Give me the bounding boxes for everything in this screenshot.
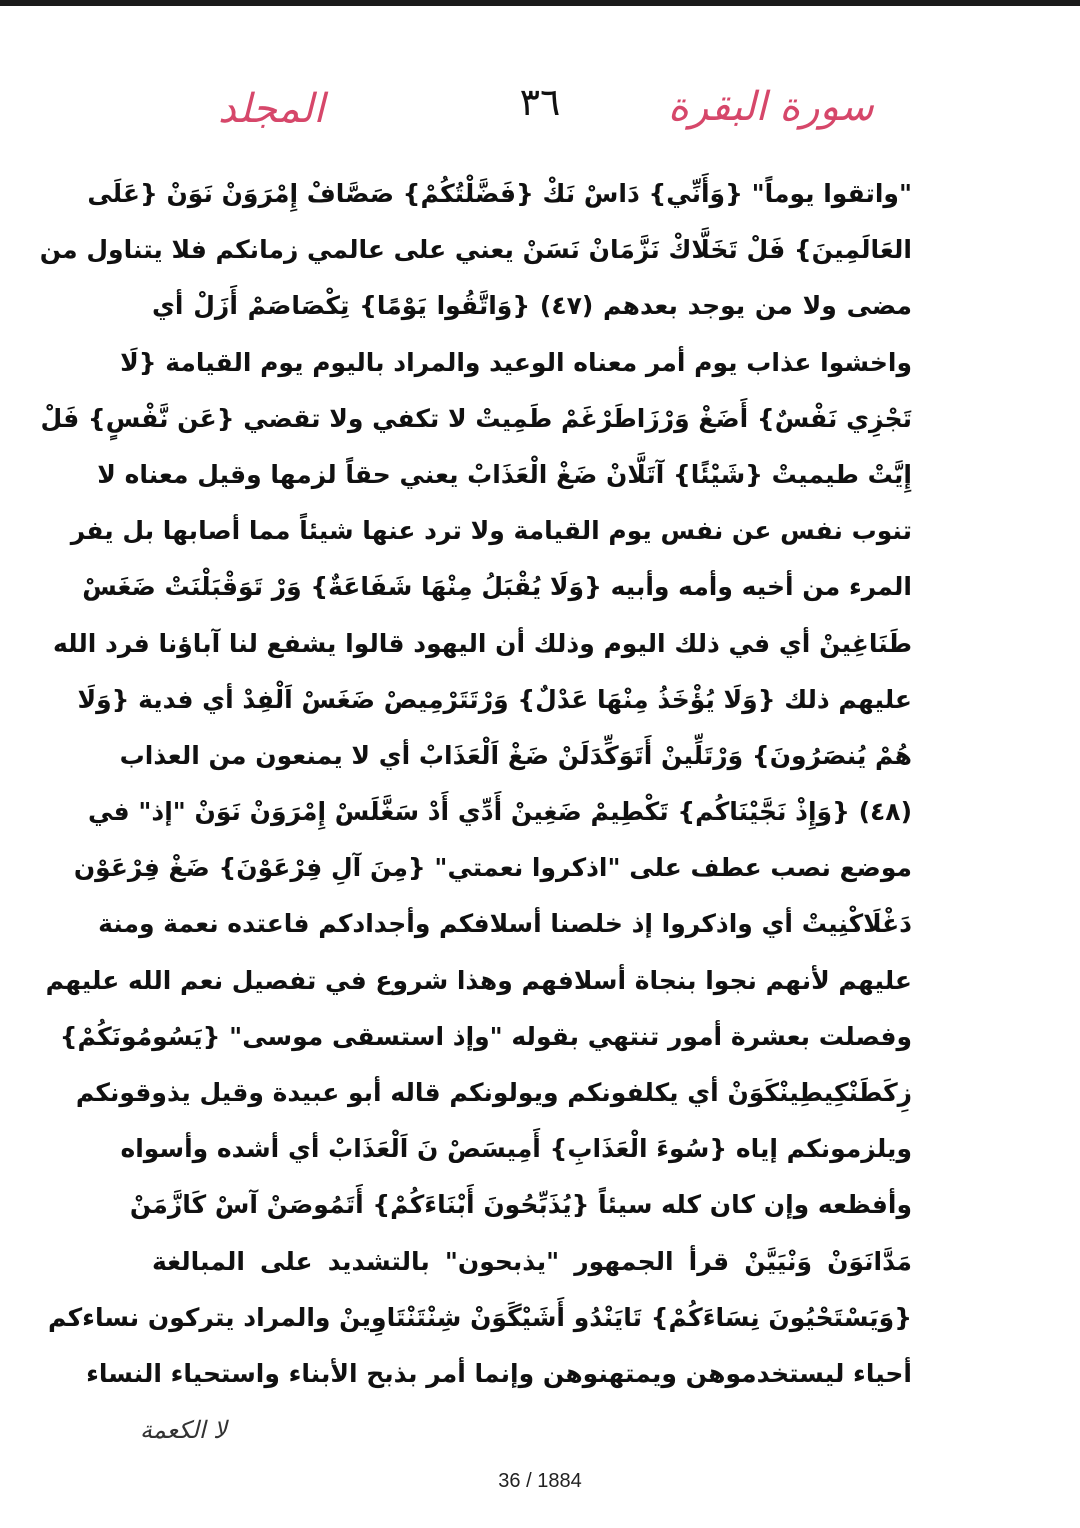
header-volume-label: المجلد — [218, 86, 325, 132]
text-line: ويلزمونكم إياه {سُوءَ الْعَذَابِ} أَمِيسَصْ نَ اَلْعَذَابْ أي أشده وأسواه — [120, 1134, 912, 1164]
header-page-number: ٣٦ — [519, 80, 561, 124]
text-line: واخشوا عذاب يوم أمر معناه الوعيد والمراد باليوم يوم القيامة {لَا — [120, 347, 912, 377]
handwritten-margin-note: لا الكعمة — [140, 1416, 227, 1444]
text-line: مضى ولا من يوجد بعدهم (٤٧) {وَاتَّقُوا يَوْمًا} تِكْصَاصَمْ أَزَلْ أي — [152, 291, 912, 321]
text-line: زِكَطَنْكِيطِينْكَوَنْ أي يكلفونكم ويولونكم قاله أبو عبيدة وقيل يذوقونكم — [75, 1078, 912, 1107]
scanned-page — [0, 6, 1080, 1461]
text-line: تَجْزِي نَفْسٌ} أَضَغْ وَرْزَاطَرْغَمْ طَمِيتْ لا تكفي ولا تقضي {عَن نَّفْسٍ} فَلْ — [40, 403, 912, 433]
text-line: عليهم لأنهم نجوا بنجاة أسلافهم وهذا شروع في تفصيل نعم الله عليهم — [45, 965, 912, 995]
page-counter: 36 / 1884 — [498, 1470, 582, 1492]
text-line: المرء من أخيه وأمه وأبيه {وَلَا يُقْبَلُ مِنْهَا شَفَاعَةٌ} وَرْ تَوَقْبَلْنَتْ ضَغَسْ — [82, 572, 912, 602]
text-line: مَدَّانَوَنْ وَنْيَيَّنْ قرأ الجمهور "يذبحون" بالتشديد على المبالغة — [152, 1246, 912, 1276]
text-line: "واتقوا يوماً" {وَأَنِّي} دَاسْ نَكْ {فَضَّلْتُكُمْ} صَصَّافْ إِمْرَوَنْ نَوَنْ {عَلَى — [87, 179, 912, 208]
text-line: هُمْ يُنصَرُونَ} وَرْتَلِّينْ أَتَوَكِّدَلَنْ ضَغْ اَلْعَذَابْ أي لا يمنعون من العذاب — [119, 740, 912, 770]
text-line: دَغْلَاكْنِيتْ أي واذكروا إذ خلصنا أسلافكم وأجدادكم فاعتده نعمة ومنة — [98, 909, 912, 939]
text-line: {وَيَسْتَحْيُونَ نِسَاءَكُمْ} تَايَنْدُو أَشَيْگَوَنْ شِنْتَنْتَاوِينْ والمراد يتركون نساءكم — [48, 1302, 912, 1332]
text-line: (٤٨) {وَإِذْ نَجَّيْنَاكُم} تَكْطِيمْ ضَغِينْ أَدِّي أَدْ سَغَّلَسْ إِمْرَوَنْ نَوَنْ "إذ" في — [87, 797, 912, 827]
text-line: وأفظعه وإن كان كله سيئاً {يُذَبِّحُونَ أَبْنَاءَكُمْ} أَتَمُوصَنْ آسْ كَازَّمَنْ — [129, 1190, 912, 1220]
text-line: إِيَّتْ طيميتْ {شَيْئًا} آتَلَّانْ ضَغْ الْعَذَابْ يعني حقاً لزمها وقيل معناه لا — [97, 459, 912, 489]
page-header — [0, 76, 1080, 146]
text-line: أحياء ليستخدموهن ويمتهنوهن وإنما أمر بذبح الأبناء واستحياء النساء — [86, 1358, 912, 1388]
text-line: وفصلت بعشرة أمور تنتهي بقوله "وإذ استسقى موسى" {يَسُومُونَكُمْ} — [59, 1021, 912, 1051]
header-surah-title: سورة البقرة — [668, 84, 874, 130]
text-line: تنوب نفس عن نفس يوم القيامة ولا ترد عنها شيئاً مما أصابها بل يفر — [70, 516, 912, 546]
text-line: موضع نصب عطف على "اذكروا نعمتي" {مِنَ آلِ فِرْعَوْنَ} ضَغْ فِرْعَوْن — [73, 853, 912, 883]
commentary-text — [39, 166, 912, 1402]
text-line: عليهم ذلك {وَلَا يُؤْخَذُ مِنْهَا عَدْلٌ} وَرْتَتَرْمِيصْ ضَغَسْ اَلْفِدْ أي فدية {وَلَا — [77, 684, 912, 714]
text-line: طَنَاغِينْ أي في ذلك اليوم وذلك أن اليهود قالوا يشفع لنا آباؤنا فرد الله — [53, 628, 912, 658]
text-line: العَالَمِينَ} فَلْ تَخَلَّاكْ نَزَّمَانْ نَسَنْ يعني على عالمي زمانكم فلا يتناول من — [39, 235, 912, 265]
